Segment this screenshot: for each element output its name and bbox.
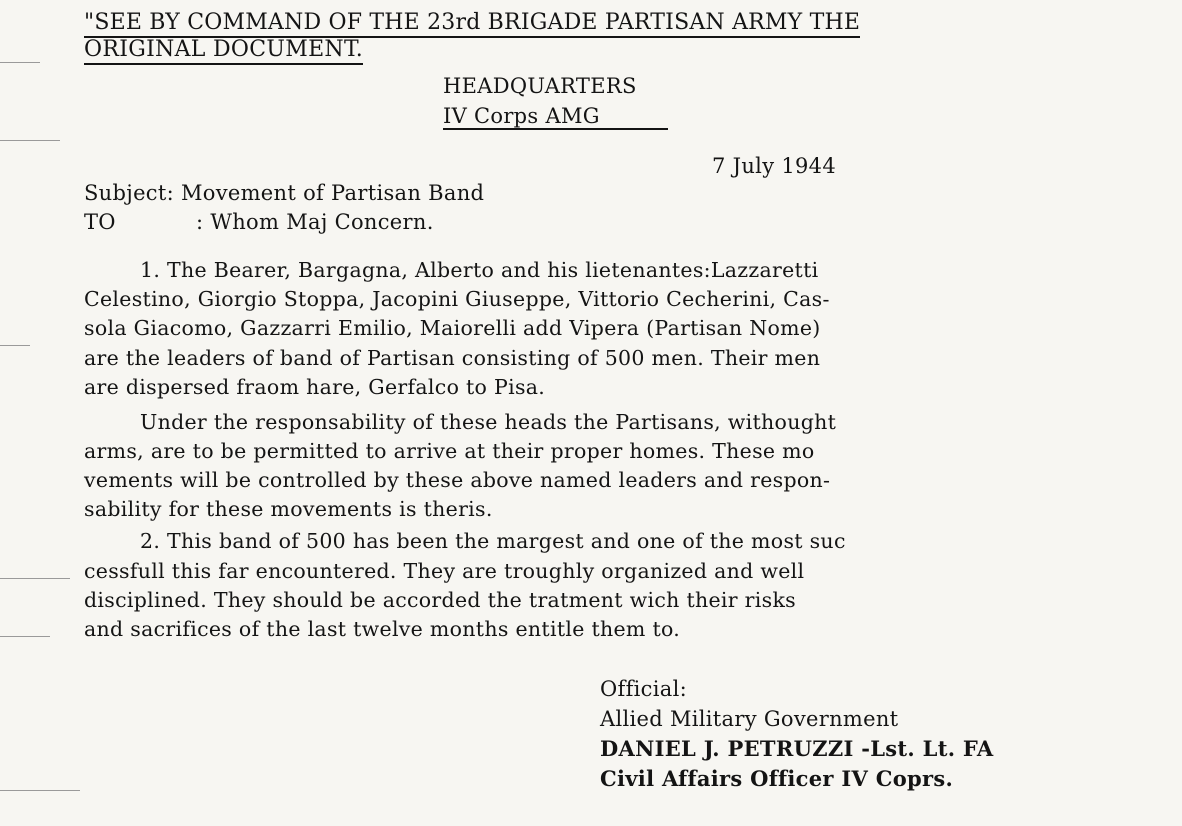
letterhead-headquarters: HEADQUARTERS	[443, 74, 637, 98]
signature-name: DANIEL J. PETRUZZI -Lst. Lt. FA	[600, 736, 994, 761]
body-line: 2. This band of 500 has been the margest and one of the most suc	[140, 529, 846, 553]
addressee-line	[84, 209, 434, 235]
subject-label: Subject:	[84, 181, 174, 205]
body-line: are the leaders of band of Partisan consisting of 500 men. Their men	[84, 346, 821, 370]
body-line: arms, are to be permitted to arrive at their proper homes. These mo	[84, 439, 815, 463]
body-line: vements will be controlled by these above named leaders and respon-	[84, 468, 831, 492]
to-label: TO	[84, 210, 116, 234]
header-line-1: "SEE BY COMMAND OF THE 23rd BRIGADE PARTISAN ARMY THE	[84, 10, 860, 38]
signature-title: Civil Affairs Officer IV Coprs.	[600, 766, 954, 791]
scan-speck	[0, 636, 50, 637]
scan-speck	[0, 578, 70, 579]
letterhead-unit: IV Corps AMG	[443, 104, 600, 128]
body-line: are dispersed fraom hare, Gerfalco to Pisa.	[84, 375, 546, 399]
signature-official: Official:	[600, 677, 687, 701]
body-line: cessfull this far encountered. They are troughly organized and well	[84, 559, 805, 583]
body-line: sola Giacomo, Gazzarri Emilio, Maiorelli add Vipera (Partisan Nome)	[84, 316, 821, 340]
body-line: Under the responsability of these heads the Partisans, withought	[140, 410, 837, 434]
body-line: Celestino, Giorgio Stoppa, Jacopini Giuseppe, Vittorio Cecherini, Cas-	[84, 287, 830, 311]
body-line: sability for these movements is theris.	[84, 497, 493, 521]
letter-date: 7 July 1944	[712, 154, 836, 178]
scan-speck	[0, 790, 80, 791]
letterhead-underline	[443, 128, 668, 130]
scan-speck	[0, 140, 60, 141]
scan-speck	[0, 345, 30, 346]
body-line: and sacrifices of the last twelve months entitle them to.	[84, 617, 681, 641]
signature-organization: Allied Military Government	[600, 707, 899, 731]
subject-line	[84, 180, 484, 206]
header-line-2: ORIGINAL DOCUMENT.	[84, 37, 363, 65]
scan-speck	[0, 62, 40, 63]
body-line: 1. The Bearer, Bargagna, Alberto and his lietenantes:Lazzaretti	[140, 258, 819, 282]
body-line: disciplined. They should be accorded the tratment wich their risks	[84, 588, 797, 612]
subject-value: Movement of Partisan Band	[180, 181, 485, 205]
to-value: : Whom Maj Concern.	[196, 210, 434, 234]
